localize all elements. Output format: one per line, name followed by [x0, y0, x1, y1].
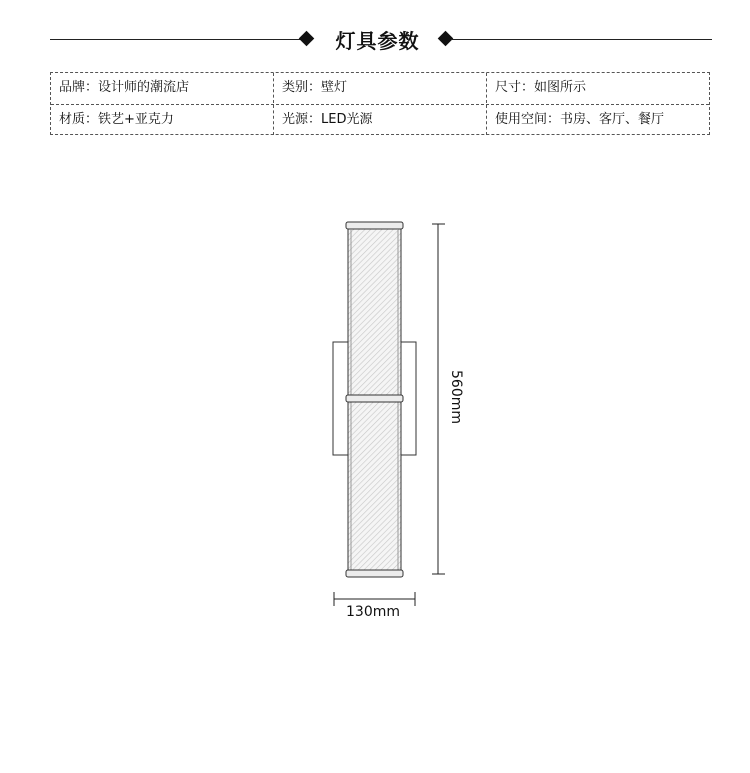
lamp-top-cap: [346, 222, 403, 229]
spec-light-source: 光源：LED光源: [273, 105, 486, 135]
spec-category: 类别：壁灯: [273, 73, 486, 103]
lamp-bottom-cap: [346, 570, 403, 577]
lamp-middle-ring: [346, 395, 403, 402]
section-title: 灯具参数: [335, 29, 420, 53]
spec-material: 材质：铁艺+亚克力: [59, 112, 174, 127]
spec-size: 尺寸：如图所示: [486, 73, 709, 103]
spec-brand: 品牌：设计师的潮流店: [59, 80, 190, 95]
height-label: 560mm: [448, 370, 464, 424]
height-dimension-line: [432, 224, 445, 574]
width-label: 130mm: [346, 604, 400, 620]
spec-usage-space: 使用空间：书房、客厅、餐厅: [486, 105, 709, 135]
